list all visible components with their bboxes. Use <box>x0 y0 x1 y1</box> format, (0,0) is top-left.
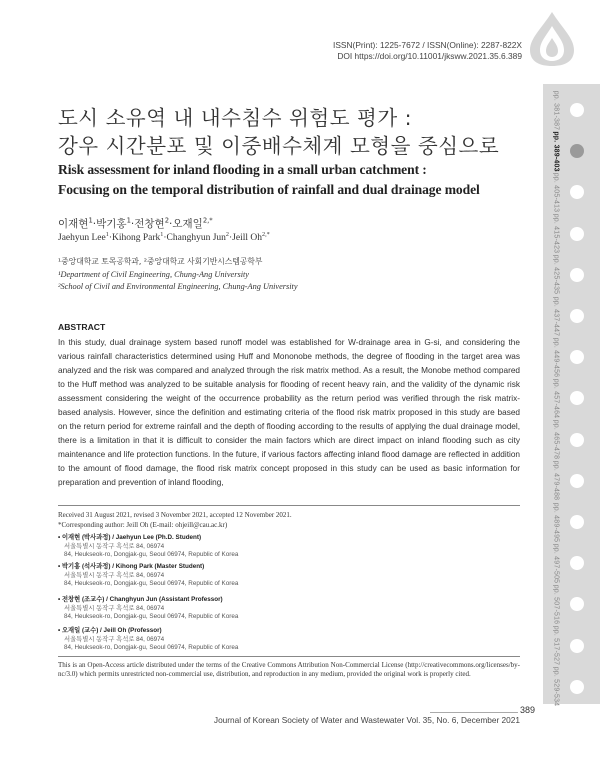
sidebar-tab-marker-icon <box>570 227 584 241</box>
author-info-name: • 전창현 (조교수) / Changhyun Jun (Assistant Professor) <box>58 596 223 603</box>
sidebar-tab-label: pp. 415-423 <box>552 213 560 254</box>
author-info-block <box>58 563 238 589</box>
sidebar-tab[interactable] <box>547 170 565 214</box>
author-affiliation-mark: 2,* <box>262 232 270 238</box>
sidebar-tab-label: pp. 437-447 <box>552 296 560 336</box>
sidebar-tab[interactable] <box>547 459 565 503</box>
sidebar-tab-label: pp. 405-413 <box>552 172 560 213</box>
sidebar-tab-marker-icon <box>570 556 584 570</box>
author-info-block <box>58 596 238 622</box>
author-affiliation-mark: 2,* <box>202 216 213 225</box>
corresponding-author: *Corresponding author: Jeill Oh (E-mail: ohjeill@cau.ac.kr) <box>58 520 228 529</box>
received-info <box>58 511 292 530</box>
author-info-address: 84, Heukseok-ro, Dongjak-gu, Seoul 06974, Republic of Korea <box>64 613 239 621</box>
doi-link[interactable]: DOI https://doi.org/10.11001/jksww.2021.35.6.389 <box>337 51 522 61</box>
issn-doi-block <box>333 40 522 62</box>
abstract-heading: ABSTRACT <box>58 322 106 332</box>
sidebar-tab[interactable] <box>547 541 565 585</box>
author-affiliation-mark: 1 <box>126 216 131 225</box>
page-number: 389 <box>520 705 536 715</box>
sidebar-tab-marker-icon <box>570 597 584 611</box>
author-info-name: • 오재일 (교수) / Jeill Oh (Professor) <box>58 627 162 634</box>
sidebar-tab[interactable] <box>547 129 565 173</box>
sidebar-tab[interactable] <box>547 212 565 256</box>
author-name: 전창현 <box>134 218 165 230</box>
author-affiliation-mark: 1 <box>105 232 109 238</box>
sidebar-tab-label: pp. 479-488 <box>552 461 560 501</box>
title-korean <box>58 104 499 160</box>
sidebar-tab[interactable] <box>547 335 565 379</box>
sidebar-tab-marker-icon <box>570 103 584 117</box>
sidebar-tab[interactable] <box>547 500 565 544</box>
sidebar-tab-label: pp. 529-534 <box>552 667 560 707</box>
sidebar-tab-marker-icon <box>570 680 584 694</box>
author-affiliation-mark: 1 <box>88 216 93 225</box>
title-english <box>58 160 480 199</box>
journal-logo-icon <box>524 8 580 68</box>
author-info-block <box>58 627 238 653</box>
sidebar-tab-marker-icon <box>570 639 584 653</box>
author-info-name: • 이재현 (박사과정) / Jaehyun Lee (Ph.D. Student) <box>58 534 202 541</box>
sidebar-tab-marker-icon <box>570 474 584 488</box>
authors-korean: 이재현$^1$·박기홍$^1$·전창현$^2$·오재일$^{2,*}$ <box>58 216 213 230</box>
author-info-address: 서울특별시 동작구 흑석로 84, 06974 <box>64 604 165 612</box>
sidebar-tab-marker-icon <box>570 391 584 405</box>
sidebar-tab-marker-icon <box>570 433 584 447</box>
title-korean-line-2: 강우 시간분포 및 이중배수체계 모형을 중심으로 <box>58 134 500 158</box>
sidebar-tab[interactable] <box>547 624 565 668</box>
author-info-name: • 박기홍 (석사과정) / Kihong Park (Master Student) <box>58 563 205 570</box>
author-info-address: 84, Heukseok-ro, Dongjak-gu, Seoul 06974, Republic of Korea <box>64 551 239 559</box>
affiliation-english-1: ¹Department of Civil Engineering, Chung-Ang University <box>58 270 249 279</box>
sidebar-tab-label: pp. 489-495 <box>552 502 560 542</box>
sidebar-tab[interactable] <box>547 582 565 626</box>
footer-rule <box>430 712 518 713</box>
sidebar-tab-label: pp. 457-464 <box>552 378 560 419</box>
author-info-address: 84, Heukseok-ro, Dongjak-gu, Seoul 06974, Republic of Korea <box>64 580 239 588</box>
author-name: Changhyun Jun <box>166 233 226 244</box>
affiliation-korean: ¹중앙대학교 토목공학과, ²중앙대학교 사회기반시스템공학부 <box>58 257 263 266</box>
sidebar-tab[interactable] <box>547 665 565 709</box>
sidebar-tab-label: pp. 381-387 <box>552 90 560 130</box>
sidebar-tab-label: pp. 465-478 <box>552 419 560 460</box>
sidebar-tab-marker-icon <box>570 185 584 199</box>
author-info-address: 서울특별시 동작구 흑석로 84, 06974 <box>64 635 165 643</box>
author-name: Kihong Park <box>112 233 161 244</box>
abstract-body: In this study, dual drainage system based runoff model was established for W-drainage area in G-si, and considering the various rainfall characteristics determined using Huff and Mononobe methods, the degree of flooding in the target area was analyzed and the risk was compared and analyzed through the risk matrix method. As a result, the Monobe method compared to the Huff method was analyzed to be suitable analysis for flooding of recent heavy rain, and the validity of the dynamic risk assessment considering the weight of the occurrence probability as the return period was verified through the risk matrix-based analysis. However, since the definition and estimating criteria of the flood risk matrix proposed in this study are based on the return period for extreme rainfall and the depth of flooding according to the results of applying the dual drainage model, there is a limitation in that it is difficult to consider the main factors which are direct impact on inland flooding such as city maintenance and life protection functions. In the future, if various factors affecting inland flood damage are reflected in addition to the amount of flood damage, the flood risk matrix concept proposed in this study can be used as basic information for preparation and prevention of inland flooding, <box>58 338 520 487</box>
author-info-block <box>58 534 238 560</box>
author-name: 이재현 <box>58 218 89 230</box>
sidebar-tab-label: pp. 449-456 <box>552 337 560 377</box>
author-name: Jaehyun Lee <box>58 233 106 244</box>
sidebar-tab-marker-icon <box>570 144 584 158</box>
sidebar-tab-label: pp. 517-527 <box>552 625 560 666</box>
divider <box>58 505 520 506</box>
affiliation-english-2: ²School of Civil and Environmental Engineering, Chung-Ang University <box>58 282 298 291</box>
sidebar-tab-marker-icon <box>570 309 584 323</box>
author-info-address: 서울특별시 동작구 흑석로 84, 06974 <box>64 571 165 579</box>
sidebar-tab-label: pp. 389-403 <box>552 131 560 172</box>
author-name: Jeill Oh <box>232 233 262 244</box>
sidebar-tab-label: pp. 507-516 <box>552 584 560 625</box>
divider <box>58 656 520 657</box>
sidebar-tab-marker-icon <box>570 350 584 364</box>
sidebar-tab-marker-icon <box>570 268 584 282</box>
sidebar-tab[interactable] <box>547 294 565 338</box>
sidebar-tab[interactable] <box>547 418 565 462</box>
author-name: 박기홍 <box>96 218 127 230</box>
sidebar-tab-label: pp. 497-505 <box>552 543 560 583</box>
license-text: This is an Open-Access article distributed under the terms of the Creative Commons Attribution Non-Commercial License (http://creativecommons.org/licenses/by-nc/3.0) which permits unrestricted non-commercial use, distribution, and reproduction in any medium, provided the original work is properly cited. <box>58 661 520 678</box>
authors-english: Jaehyun Lee$^1$·Kihong Park$^1$·Changhyun Jun$^2$·Jeill $Oh^{2,*}$ <box>58 232 270 244</box>
title-english-line-2: Focusing on the temporal distribution of rainfall and dual drainage model <box>58 181 480 197</box>
author-info-address: 서울특별시 동작구 흑석로 84, 06974 <box>64 542 165 550</box>
sidebar-tab-marker-icon <box>570 515 584 529</box>
sidebar-tab[interactable] <box>547 88 565 132</box>
received-dates: Received 31 August 2021, revised 3 November 2021, accepted 12 November 2021. <box>58 511 292 519</box>
journal-citation: Journal of Korean Society of Water and Wastewater Vol. 35, No. 6, December 2021 <box>213 715 520 725</box>
issn-text: ISSN(Print): 1225-7672 / ISSN(Online): 2287-822X <box>333 40 522 50</box>
sidebar-tab-label: pp. 425-435 <box>552 255 560 295</box>
author-affiliation-mark: 2 <box>225 232 229 238</box>
sidebar-tab[interactable] <box>547 376 565 420</box>
article-index-sidebar <box>543 84 600 707</box>
author-name: 오재일 <box>172 218 203 230</box>
author-affiliation-mark: 2 <box>164 216 170 225</box>
title-english-line-1: Risk assessment for inland flooding in a small urban catchment : <box>58 162 427 177</box>
author-affiliation-mark: 1 <box>160 232 164 238</box>
title-korean-line-1: 도시 소유역 내 내수침수 위험도 평가 : <box>58 106 413 130</box>
sidebar-tab[interactable] <box>547 253 565 297</box>
author-info-address: 84, Heukseok-ro, Dongjak-gu, Seoul 06974, Republic of Korea <box>64 644 239 652</box>
